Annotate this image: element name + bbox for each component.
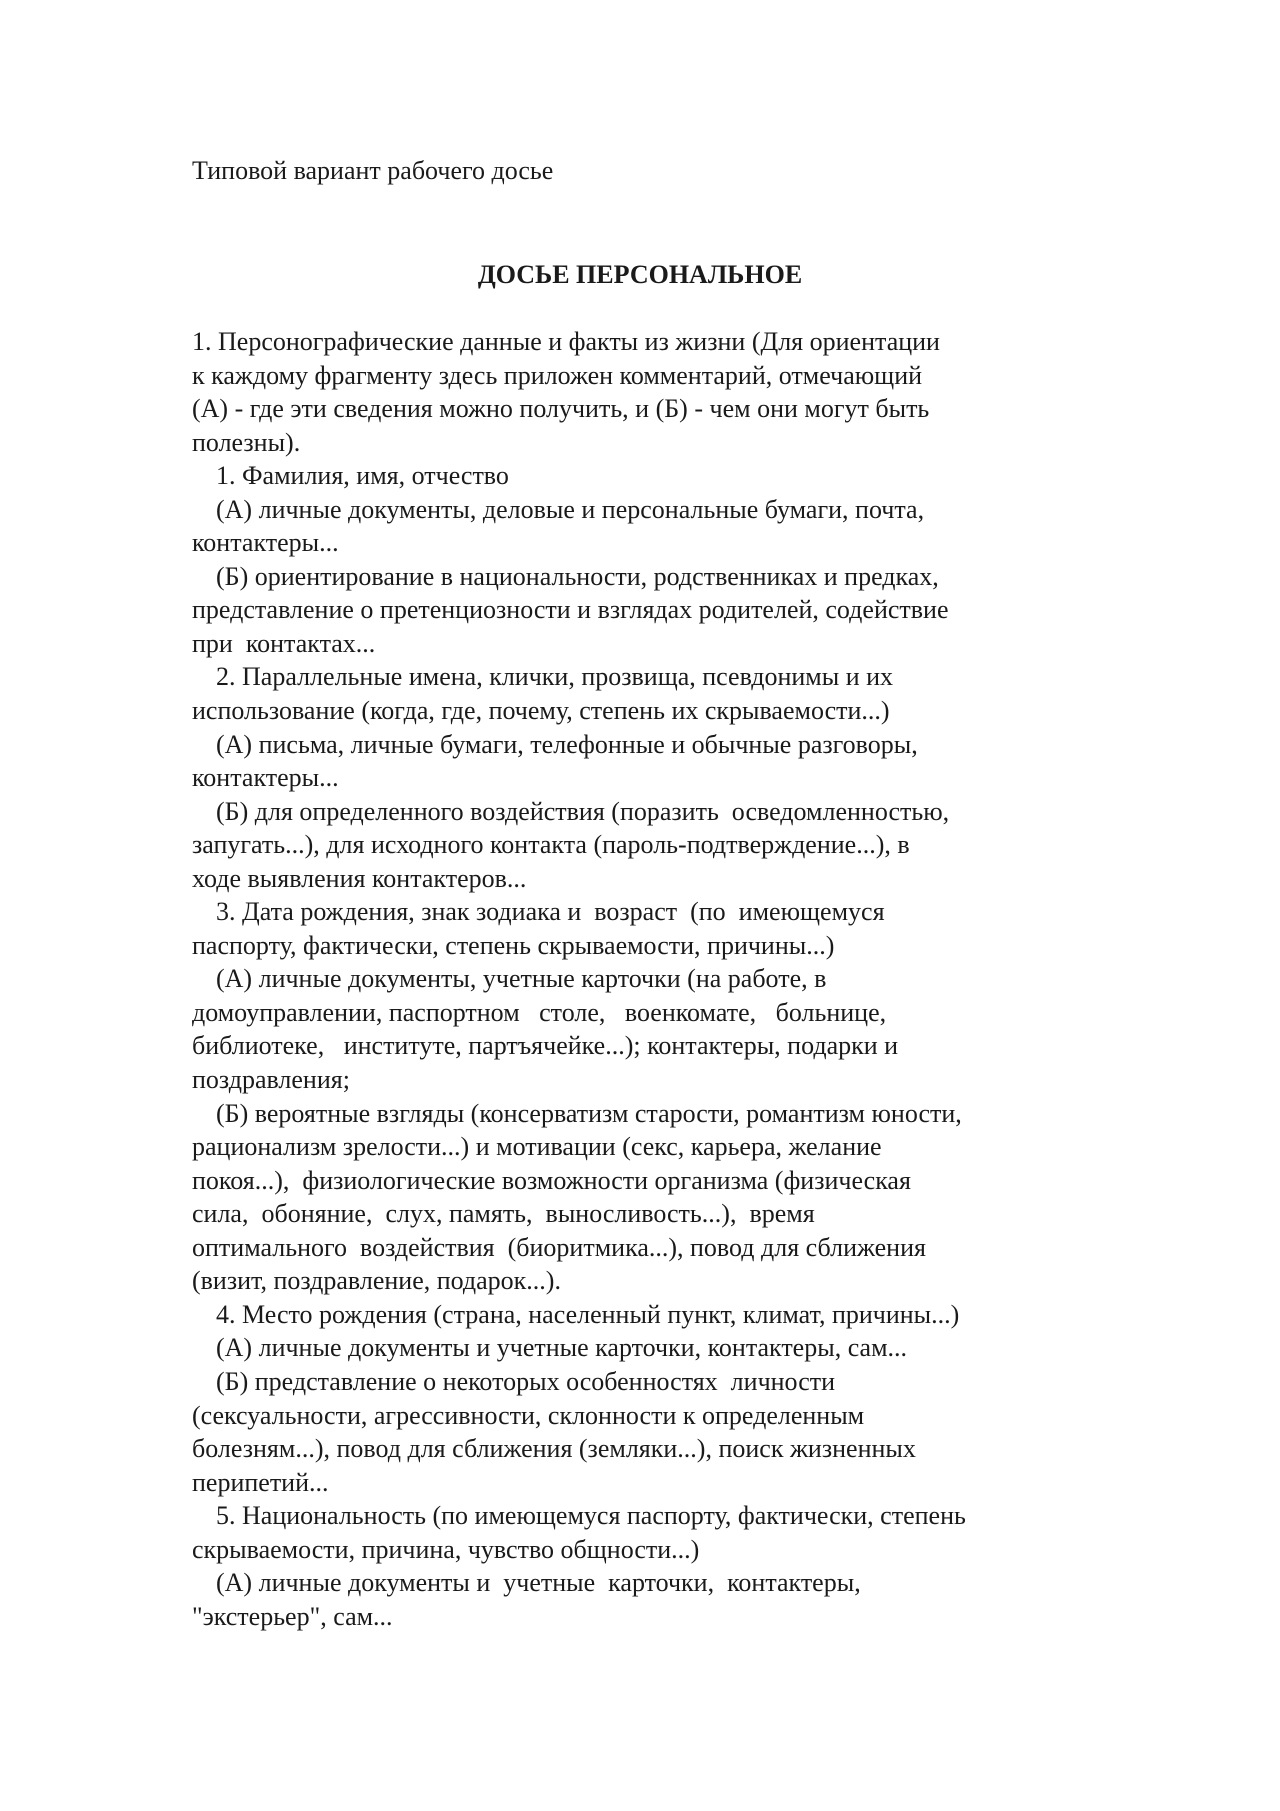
text-line: 1. Фамилия, имя, отчество (216, 461, 509, 491)
text-line: запугать...), для исходного контакта (пароль-подтверждение...), в (192, 830, 910, 860)
document-heading: ДОСЬЕ ПЕРСОНАЛЬНОЕ (477, 260, 803, 289)
text-line: покоя...), физиологические возможности организма (физическая (192, 1165, 911, 1195)
text-line: (А) личные документы, учетные карточки (на работе, в (216, 964, 827, 994)
text-line: паспорту, фактически, степень скрываемости, причины...) (192, 930, 835, 960)
text-line: (Б) вероятные взгляды (консерватизм старости, романтизм юности, (216, 1098, 962, 1128)
text-line: (А) - где эти сведения можно получить, и (Б) - чем они могут быть (192, 394, 930, 424)
text-line: представление о претенциозности и взглядах родителей, содействие (192, 595, 949, 625)
text-line: болезням...), повод для сближения (земляки...), поиск жизненных (192, 1434, 916, 1464)
document-body (192, 325, 1192, 1633)
text-line: (сексуальности, агрессивности, склонности к определенным (192, 1400, 865, 1430)
text-line: 3. Дата рождения, знак зодиака и возраст (по имеющемуся (216, 897, 885, 927)
text-line: (А) личные документы и учетные карточки, контактеры, сам... (216, 1333, 908, 1363)
text-line: домоуправлении, паспортном столе, военкомате, больнице, (192, 997, 887, 1027)
text-line: 5. Национальность (по имеющемуся паспорту, фактически, степень (216, 1501, 966, 1531)
text-line: ходе выявления контактеров... (192, 863, 527, 893)
text-line: использование (когда, где, почему, степень их скрываемости...) (192, 696, 890, 726)
text-line: (Б) ориентирование в национальности, родственниках и предках, (216, 561, 939, 591)
text-line: 2. Параллельные имена, клички, прозвища, псевдонимы и их (216, 662, 894, 692)
text-line: сила, обоняние, слух, память, выносливость...), время (192, 1199, 815, 1229)
text-line: скрываемости, причина, чувство общности...) (192, 1534, 700, 1564)
text-line: рационализм зрелости...) и мотивации (секс, карьера, желание (192, 1132, 882, 1162)
text-line: (Б) представление о некоторых особенностях личности (216, 1366, 836, 1396)
text-line: "экстерьер", сам... (192, 1601, 393, 1631)
text-line: (А) письма, личные бумаги, телефонные и обычные разговоры, (216, 729, 918, 759)
text-line: контактеры... (192, 528, 339, 558)
text-line: при контактах... (192, 628, 376, 658)
text-line: полезны). (192, 427, 301, 457)
text-line: (визит, поздравление, подарок...). (192, 1266, 561, 1296)
text-line: (Б) для определенного воздействия (поразить осведомленностью, (216, 796, 950, 826)
text-line: перипетий... (192, 1467, 329, 1497)
text-line: контактеры... (192, 763, 339, 793)
text-line: 1. Персонографические данные и факты из жизни (Для ориентации (192, 327, 940, 356)
text-line: поздравления; (192, 1065, 350, 1095)
text-line: (А) личные документы и учетные карточки, контактеры, (216, 1568, 861, 1598)
text-line: оптимального воздействия (биоритмика...), повод для сближения (192, 1232, 926, 1262)
text-line: (А) личные документы, деловые и персональные бумаги, почта, (216, 494, 925, 524)
text-line: библиотеке, институте, партъячейке...); контактеры, подарки и (192, 1031, 899, 1061)
text-line: к каждому фрагменту здесь приложен комментарий, отмечающий (192, 360, 923, 390)
document-subtitle: Типовой вариант рабочего досье (192, 156, 554, 185)
text-line: 4. Место рождения (страна, населенный пункт, климат, причины...) (216, 1299, 960, 1329)
